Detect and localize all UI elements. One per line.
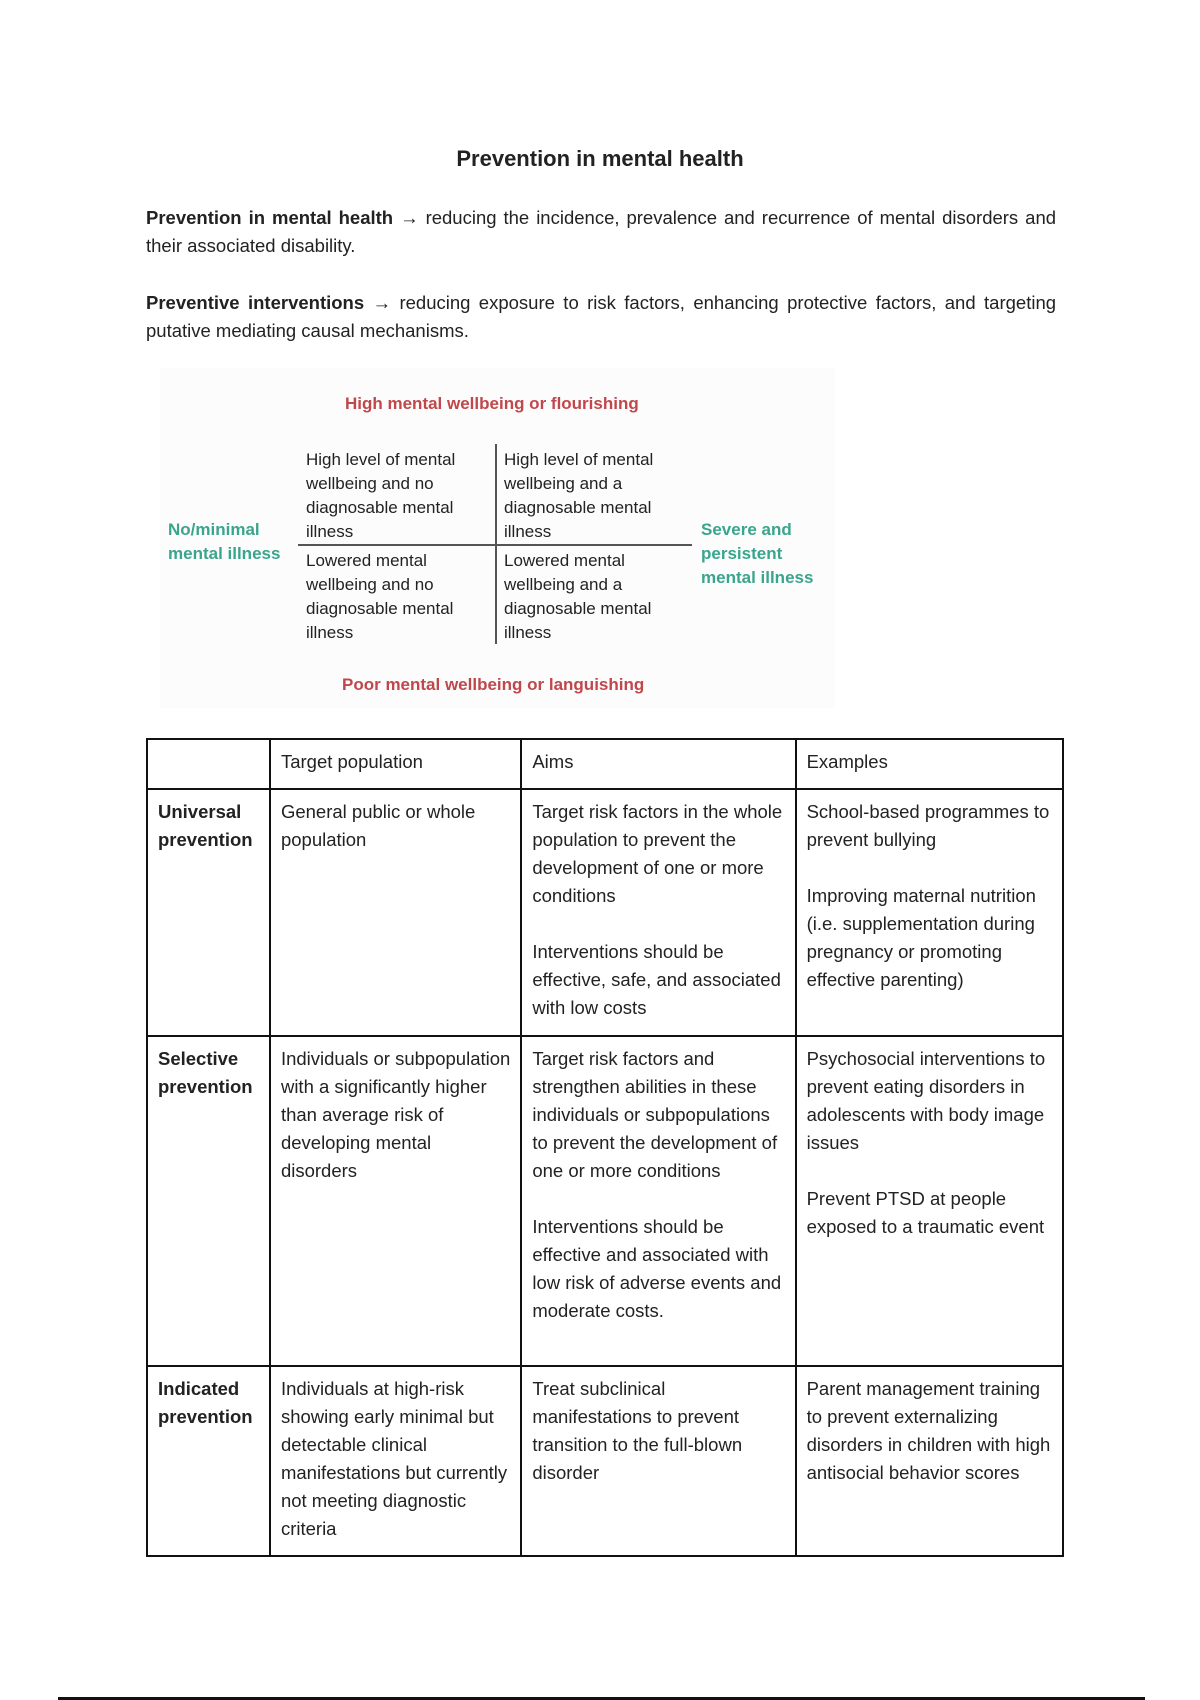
axis-bottom-label: Poor mental wellbeing or languishing xyxy=(342,675,645,694)
aim: Interventions should be effective and associated with low risk of adverse events and moderate costs. xyxy=(532,1216,782,1321)
axis-left-label: No/minimal mental illness xyxy=(168,520,281,563)
dual-continuum-diagram xyxy=(160,368,835,708)
example: School-based programmes to prevent bullying xyxy=(806,801,1050,850)
examples-cell xyxy=(796,1036,1063,1366)
table-row xyxy=(147,1366,1063,1556)
target-cell: General public or whole population xyxy=(270,789,521,1036)
table-row xyxy=(147,789,1063,1036)
table-row xyxy=(147,1036,1063,1366)
example: Improving maternal nutrition (i.e. supplementation during pregnancy or promoting effective parenting) xyxy=(806,885,1036,990)
row-label: Universal prevention xyxy=(147,789,270,1036)
definition-text: reducing exposure to risk factors, enhancing protective factors, and targeting putative mediating causal mechanisms. xyxy=(146,292,1057,341)
header-cell: Target population xyxy=(270,739,521,789)
quadrant-top-right: High level of mental wellbeing and a diagnosable mental illness xyxy=(504,450,654,541)
page-title: Prevention in mental health xyxy=(456,146,744,171)
quadrant-bottom-right: Lowered mental wellbeing and a diagnosable mental illness xyxy=(504,551,652,642)
term: Preventive interventions xyxy=(146,292,365,313)
axis-top-label: High mental wellbeing or flourishing xyxy=(345,394,639,413)
examples-cell xyxy=(796,1366,1063,1556)
prevention-table xyxy=(146,738,1064,1557)
aim: Interventions should be effective, safe, and associated with low costs xyxy=(532,941,781,1018)
row-label: Indicated prevention xyxy=(147,1366,270,1556)
aims-cell xyxy=(521,789,795,1036)
example: Prevent PTSD at people exposed to a traumatic event xyxy=(806,1188,1045,1237)
example: Psychosocial interventions to prevent eating disorders in adolescents with body image issues xyxy=(806,1048,1046,1153)
horizontal-axis xyxy=(298,544,692,546)
header-cell: Examples xyxy=(796,739,1063,789)
examples-cell xyxy=(796,789,1063,1036)
term: Prevention in mental health xyxy=(146,207,394,228)
header-cell: Aims xyxy=(521,739,795,789)
example: Parent management training to prevent externalizing disorders in children with high antisocial behavior scores xyxy=(806,1378,1051,1483)
quadrant-bottom-left: Lowered mental wellbeing and no diagnosable mental illness xyxy=(306,551,454,642)
aim: Treat subclinical manifestations to prevent transition to the full-blown disorder xyxy=(532,1378,743,1483)
arrow: → xyxy=(372,292,392,313)
definition-prevention xyxy=(146,204,1056,260)
aims-cell xyxy=(521,1036,795,1366)
aim: Target risk factors in the whole population to prevent the development of one or more conditions xyxy=(532,801,783,906)
definition-interventions xyxy=(146,289,1056,345)
table-header-row xyxy=(147,739,1063,789)
header-cell xyxy=(147,739,270,789)
target-cell: Individuals at high-risk showing early minimal but detectable clinical manifestations but currently not meeting diagnostic criteria xyxy=(270,1366,521,1556)
definition-text: reducing the incidence, prevalence and recurrence of mental disorders and their associated disability. xyxy=(146,207,1057,256)
arrow: → xyxy=(400,207,419,228)
aim: Target risk factors and strengthen abilities in these individuals or subpopulations to prevent the development of one or more conditions xyxy=(532,1048,778,1181)
target-cell: Individuals or subpopulation with a significantly higher than average risk of developing mental disorders xyxy=(270,1036,521,1366)
aims-cell xyxy=(521,1366,795,1556)
axis-right-label: Severe and persistent mental illness xyxy=(701,520,814,587)
quadrant-top-left: High level of mental wellbeing and no diagnosable mental illness xyxy=(306,450,456,541)
row-label: Selective prevention xyxy=(147,1036,270,1366)
